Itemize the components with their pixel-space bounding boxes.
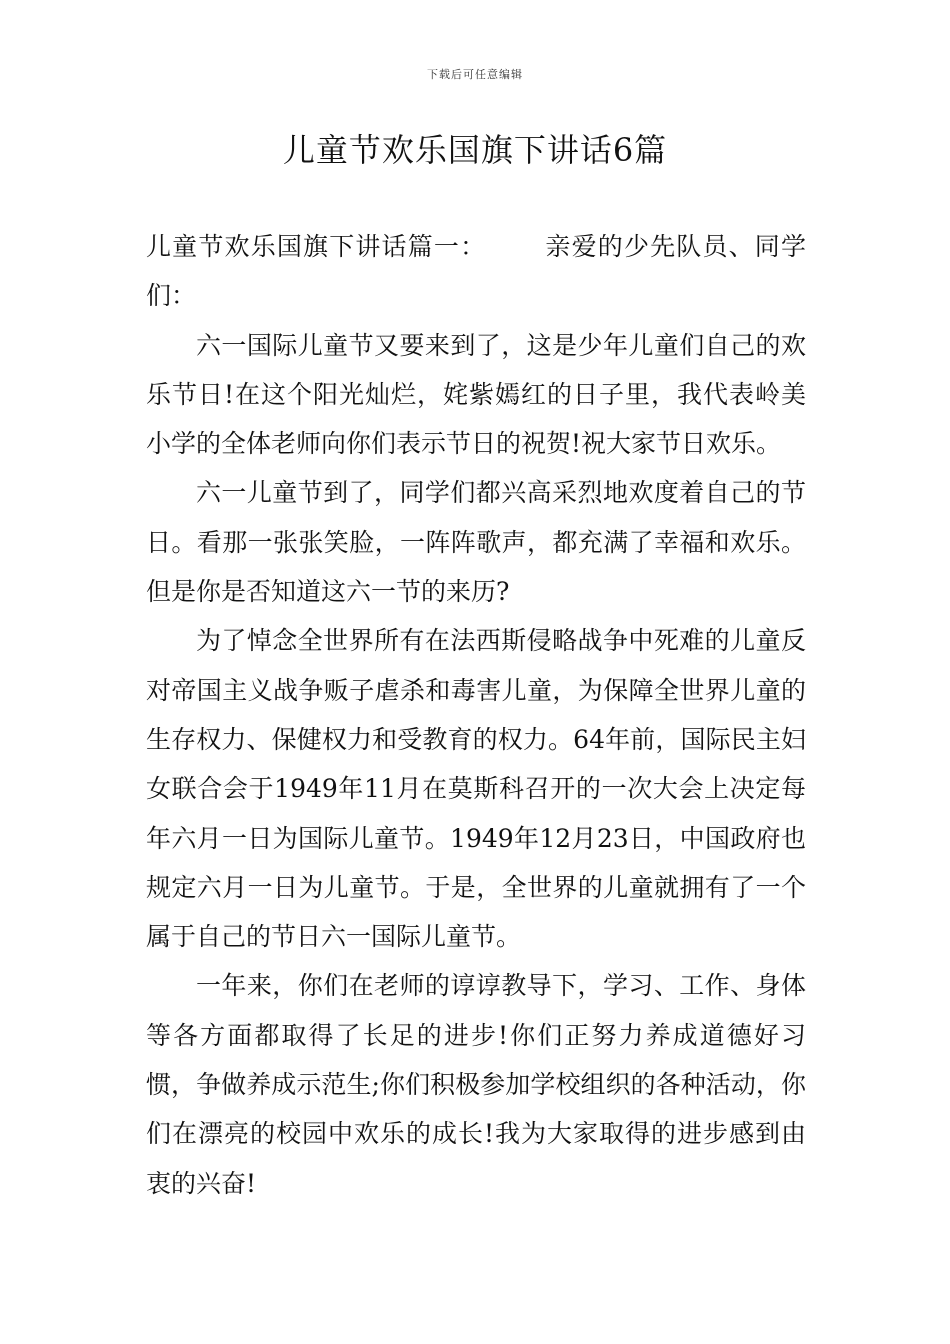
- document-body: [146, 222, 806, 1208]
- opening-paragraph: [146, 222, 806, 321]
- paragraph-2: 六一儿童节到了，同学们都兴高采烈地欢度着自己的节日。看那一张张笑脸，一阵阵歌声，都充满了幸福和欢乐。但是你是否知道这六一节的来历?: [146, 478, 806, 607]
- paragraph-1: 六一国际儿童节又要来到了，这是少年儿童们自己的欢乐节日!在这个阳光灿烂，姹紫嫣红的日子里，我代表岭美小学的全体老师向你们表示节日的祝贺!祝大家节日欢乐。: [146, 330, 806, 459]
- greeting: 亲爱的少先队员、同学们：: [146, 232, 806, 311]
- document-title: 儿童节欢乐国旗下讲话6篇: [282, 131, 668, 169]
- paragraph-3: 为了悼念全世界所有在法西斯侵略战争中死难的儿童反对帝国主义战争贩子虐杀和毒害儿童，为保障全世界儿童的生存权力、保健权力和受教育的权力。64年前，国际民主妇女联合会于1949年11月在莫斯科召开的一次大会上决定每年六月一日为国际儿童节。1949年12月23日，中国政府也规定六月一日为儿童节。于是，全世界的儿童就拥有了一个属于自己的节日六一国际儿童节。: [146, 626, 806, 952]
- paragraph-4: 一年来，你们在老师的谆谆教导下，学习、工作、身体等各方面都取得了长足的进步!你们正努力养成道德好习惯，争做养成示范生;你们积极参加学校组织的各种活动，你们在漂亮的校园中欢乐的成长!我为大家取得的进步感到由衷的兴奋!: [146, 971, 806, 1198]
- header-note: 下载后可任意编辑: [427, 68, 523, 81]
- section-label: 儿童节欢乐国旗下讲话篇一：: [146, 232, 487, 261]
